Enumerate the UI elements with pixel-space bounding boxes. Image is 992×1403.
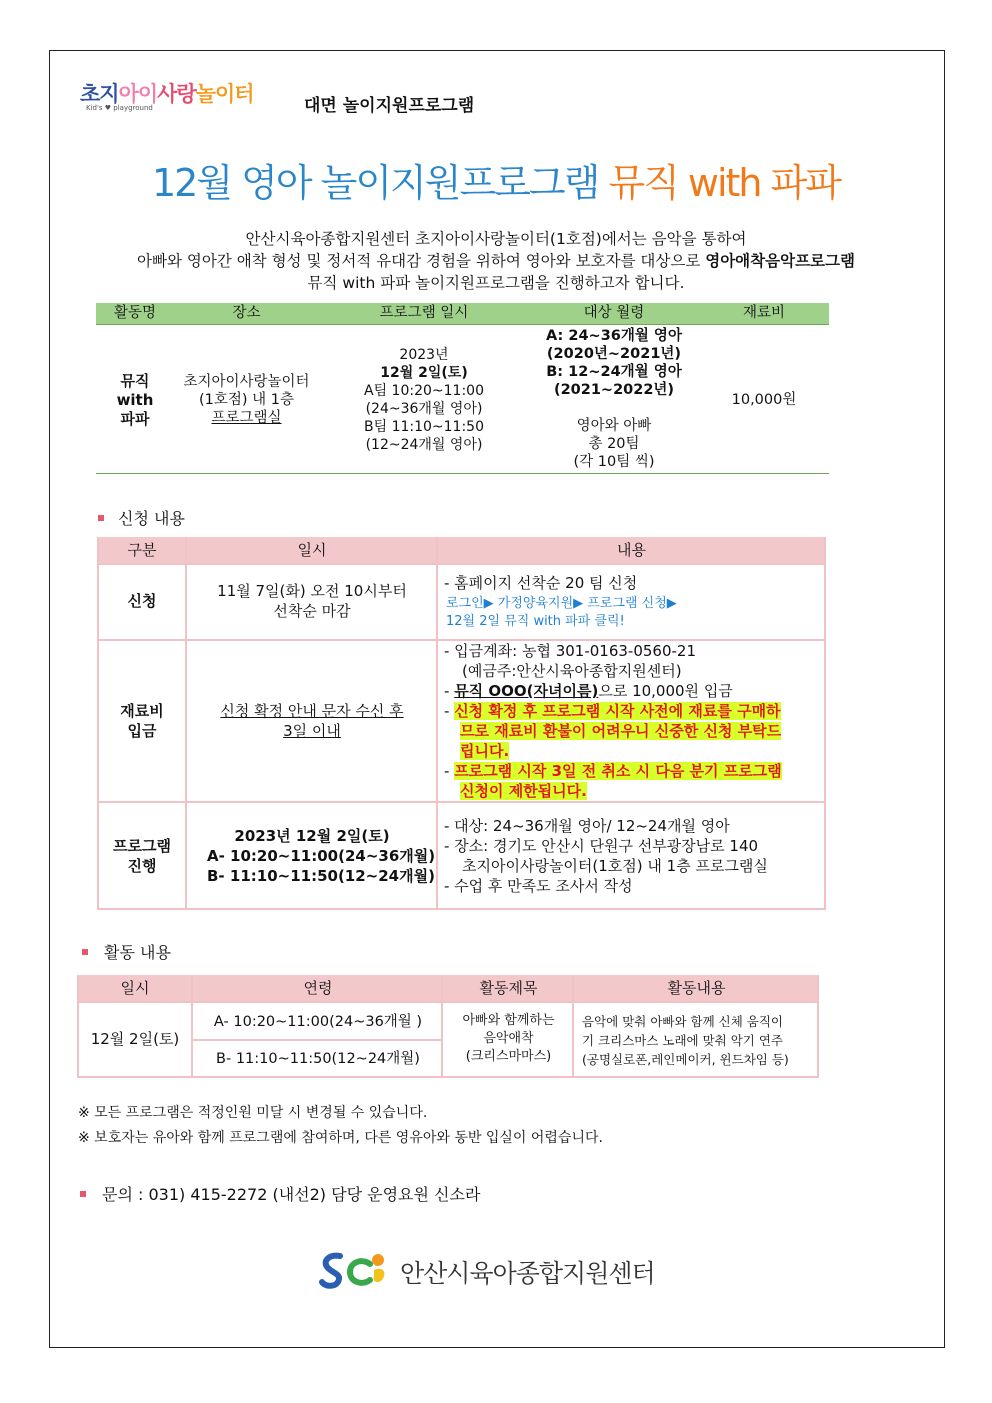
target-line: (2021~2022년): [553, 382, 675, 398]
payment-warning-text: 므로 재료비 환불이 어려우니 신중한 신청 부탁드: [460, 722, 782, 740]
logo-word-4: 놀이터: [195, 82, 254, 106]
intro-paragraph: [60, 228, 932, 294]
activity-header-content: 활동내용: [667, 979, 726, 997]
ansan-center-logo: [318, 1248, 688, 1292]
target-line: (2020년~2021년): [546, 346, 682, 362]
note-line: ※ 보호자는 유아와 함께 프로그램에 참여하며, 다른 영유아와 동반 입실이 어렵습니다.: [78, 1130, 603, 1146]
payment-warning-1: [460, 741, 509, 761]
progress-content-line: 초지아이사랑놀이터(1호점) 내 1층 프로그램실: [462, 857, 768, 875]
payment-warning-2: - 프로그램 시작 3일 전 취소 시 다음 분기 프로그램: [444, 762, 782, 780]
progress-label-line: 프로그램: [113, 837, 171, 855]
payment-warning-text: 프로그램 시작 3일 전 취소 시 다음 분기 프로그램: [454, 762, 782, 780]
activity-title-line: 아빠와 함께하는: [462, 1013, 555, 1028]
row-apply-label: 신청: [127, 592, 157, 610]
payment-warning-1: [460, 721, 781, 741]
payment-label-line: 입금: [127, 722, 157, 740]
intro-line-2-bold: 영아애착음악프로그램: [705, 252, 855, 270]
program-table-header: [96, 303, 829, 325]
program-fee: 10,000원: [731, 392, 797, 408]
section-bullet-icon: [98, 515, 104, 521]
program-name: [96, 372, 174, 429]
ansan-center-emblem-icon: [318, 1248, 398, 1292]
title-highlight: 뮤직 with 파파: [608, 161, 840, 205]
target-line: 총 20팀: [588, 436, 640, 452]
activity-header-title: 활동제목: [479, 979, 538, 997]
activity-content-line: 음악에 맞춰 아빠와 함께 신체 움직이: [582, 1014, 783, 1029]
payment-date-line: 신청 확정 안내 문자 수신 후: [220, 702, 404, 720]
note-line: ※ 모든 프로그램은 적정인원 미달 시 변경될 수 있습니다.: [78, 1105, 428, 1121]
datetime-line: 2023년: [399, 347, 449, 363]
row-apply-date: [187, 581, 437, 621]
payment-date-line: 3일 이내: [283, 722, 341, 740]
row-progress-date: [187, 826, 437, 886]
logo-word-1: 초지: [80, 82, 119, 106]
logo-subtext: Kid's ♥ playground: [86, 104, 153, 112]
payment-warning-2: [460, 781, 587, 801]
activity-table-hline: [77, 1001, 819, 1003]
payment-content-line: [444, 681, 733, 701]
target-line: A: 24~36개월 영아: [546, 328, 682, 344]
progress-date-line: B- 11:10~11:50(12~24개월): [207, 867, 435, 885]
program-place: [174, 373, 319, 427]
apply-nav-path: 로그인▶ 가정양육지원▶ 프로그램 신청▶: [446, 596, 677, 611]
program-target: [529, 327, 699, 471]
footer-org-name: 안산시육아종합지원센터: [400, 1259, 655, 1288]
intro-line-2: [60, 250, 932, 272]
datetime-line: (12~24개월 영아): [365, 437, 483, 453]
progress-date-line: 2023년 12월 2일(토): [234, 827, 390, 845]
datetime-line: B팀 11:10~11:50: [363, 419, 484, 435]
page-title: [0, 152, 992, 207]
intro-line-3: 뮤직 with 파파 놀이지원프로그램을 진행하고자 합니다.: [307, 274, 685, 292]
payment-warning-text: 신청이 제한됩니다.: [460, 782, 587, 800]
header-place: 장소: [232, 305, 261, 321]
row-progress-label: [97, 836, 187, 876]
program-type-label: 대면 놀이지원프로그램: [304, 96, 475, 116]
section-bullet-icon: [82, 949, 88, 955]
logo-word-2: 아이: [118, 82, 158, 106]
payment-label-line: 재료비: [120, 702, 164, 720]
table-bottom-rule: [96, 473, 829, 474]
activity-header-date: 일시: [120, 979, 150, 997]
activity-title-line: 음악애착: [483, 1031, 534, 1046]
payment-content-line: - 입금계좌: 농협 301-0163-0560-21: [444, 642, 697, 660]
intro-line-2-text: 아빠와 영아간 애착 형성 및 정서적 유대감 경험을 위하여 영아와 보호자를 대상으로: [137, 252, 706, 270]
activity-content-line: (공명실로폰,레인메이커, 윈드차임 등): [582, 1052, 789, 1067]
section-bullet-icon: [80, 1191, 86, 1197]
progress-date-line: A- 10:20~11:00(24~36개월): [207, 847, 436, 865]
apply-header-category: 구분: [127, 541, 157, 559]
datetime-line: A팀 10:20~11:00: [364, 383, 484, 399]
header-fee: 재료비: [742, 305, 786, 321]
row-payment-label: [97, 701, 187, 741]
program-datetime: [319, 346, 529, 454]
target-line: 영아와 아빠: [576, 418, 652, 434]
activity-title: [443, 1012, 574, 1066]
payment-warning-1: - 신청 확정 후 프로그램 시작 사전에 재료를 구매하: [444, 702, 781, 720]
title-main: 12월 영아 놀이지원프로그램: [151, 161, 609, 205]
datetime-line: 12월 2일(토): [380, 365, 468, 381]
place-line: (1호점) 내 1층: [198, 392, 294, 408]
activity-age-b: B- 11:10~11:50(12~24개월): [216, 1051, 420, 1067]
payment-transfer-note: 으로 10,000원 입금: [598, 682, 733, 700]
activity-table-hline: [191, 1039, 443, 1041]
activity-content-line: 기 크리스마스 노래에 맞춰 악기 연주: [582, 1033, 783, 1048]
apply-date-line: 선착순 마감: [273, 602, 351, 620]
progress-label-line: 진행: [127, 857, 157, 875]
chozi-logo: [80, 78, 295, 118]
activity-date: 12월 2일(토): [90, 1030, 180, 1048]
progress-content-line: - 수업 후 만족도 조사서 작성: [444, 877, 633, 895]
activity-age-a: A- 10:20~11:00(24~36개월 ): [213, 1014, 423, 1030]
apply-content-line: - 홈페이지 선착순 20 팀 신청: [444, 574, 638, 592]
target-line: B: 12~24개월 영아: [546, 364, 682, 380]
logo-word-3: 사랑: [157, 82, 196, 106]
program-name-line: with: [116, 391, 154, 409]
payment-dash: -: [444, 682, 455, 700]
target-line: (각 10팀 씩): [573, 454, 655, 470]
contact-info: 문의 : 031) 415-2272 (내선2) 담당 운영요원 신소라: [102, 1185, 481, 1204]
header-activity: 활동명: [113, 305, 157, 321]
intro-line-1: 안산시육아종합지원센터 초지아이사랑놀이터(1호점)에서는 음악을 통하여: [245, 230, 747, 248]
header-datetime: 프로그램 일시: [379, 305, 469, 321]
apply-nav-path: 12월 2일 뮤직 with 파파 클릭!: [446, 614, 625, 629]
payment-content-line: (예금주:안산시육아종합지원센터): [462, 662, 682, 680]
payment-warning-text: 립니다.: [460, 742, 510, 760]
place-line: 초지아이사랑놀이터: [183, 374, 310, 390]
activity-content: [582, 1012, 789, 1069]
apply-table-hline: [97, 801, 826, 803]
payment-warning-text: 신청 확정 후 프로그램 시작 사전에 재료를 구매하: [454, 702, 781, 720]
apply-date-line: 11월 7일(화) 오전 10시부터: [217, 582, 407, 600]
apply-header-date: 일시: [297, 541, 327, 559]
apply-header-content: 내용: [617, 541, 646, 559]
activity-header-age: 연령: [303, 979, 333, 997]
progress-content-line: - 장소: 경기도 안산시 단원구 선부광장남로 140: [444, 837, 759, 855]
apply-section-title: 신청 내용: [118, 509, 185, 528]
header-target: 대상 월령: [583, 305, 645, 321]
place-line: 프로그램실: [211, 410, 282, 426]
program-name-line: 뮤직: [120, 372, 150, 390]
progress-content-line: - 대상: 24~36개월 영아/ 12~24개월 영아: [444, 817, 730, 835]
payment-transfer-name: 뮤직 OOO(자녀이름): [454, 682, 599, 700]
datetime-line: (24~36개월 영아): [365, 401, 483, 417]
activity-section-title: 활동 내용: [104, 943, 171, 962]
row-payment-date: [187, 701, 437, 741]
program-name-line: 파파: [120, 410, 150, 428]
activity-title-line: (크리스마마스): [465, 1049, 552, 1064]
apply-table-hline: [97, 563, 826, 565]
